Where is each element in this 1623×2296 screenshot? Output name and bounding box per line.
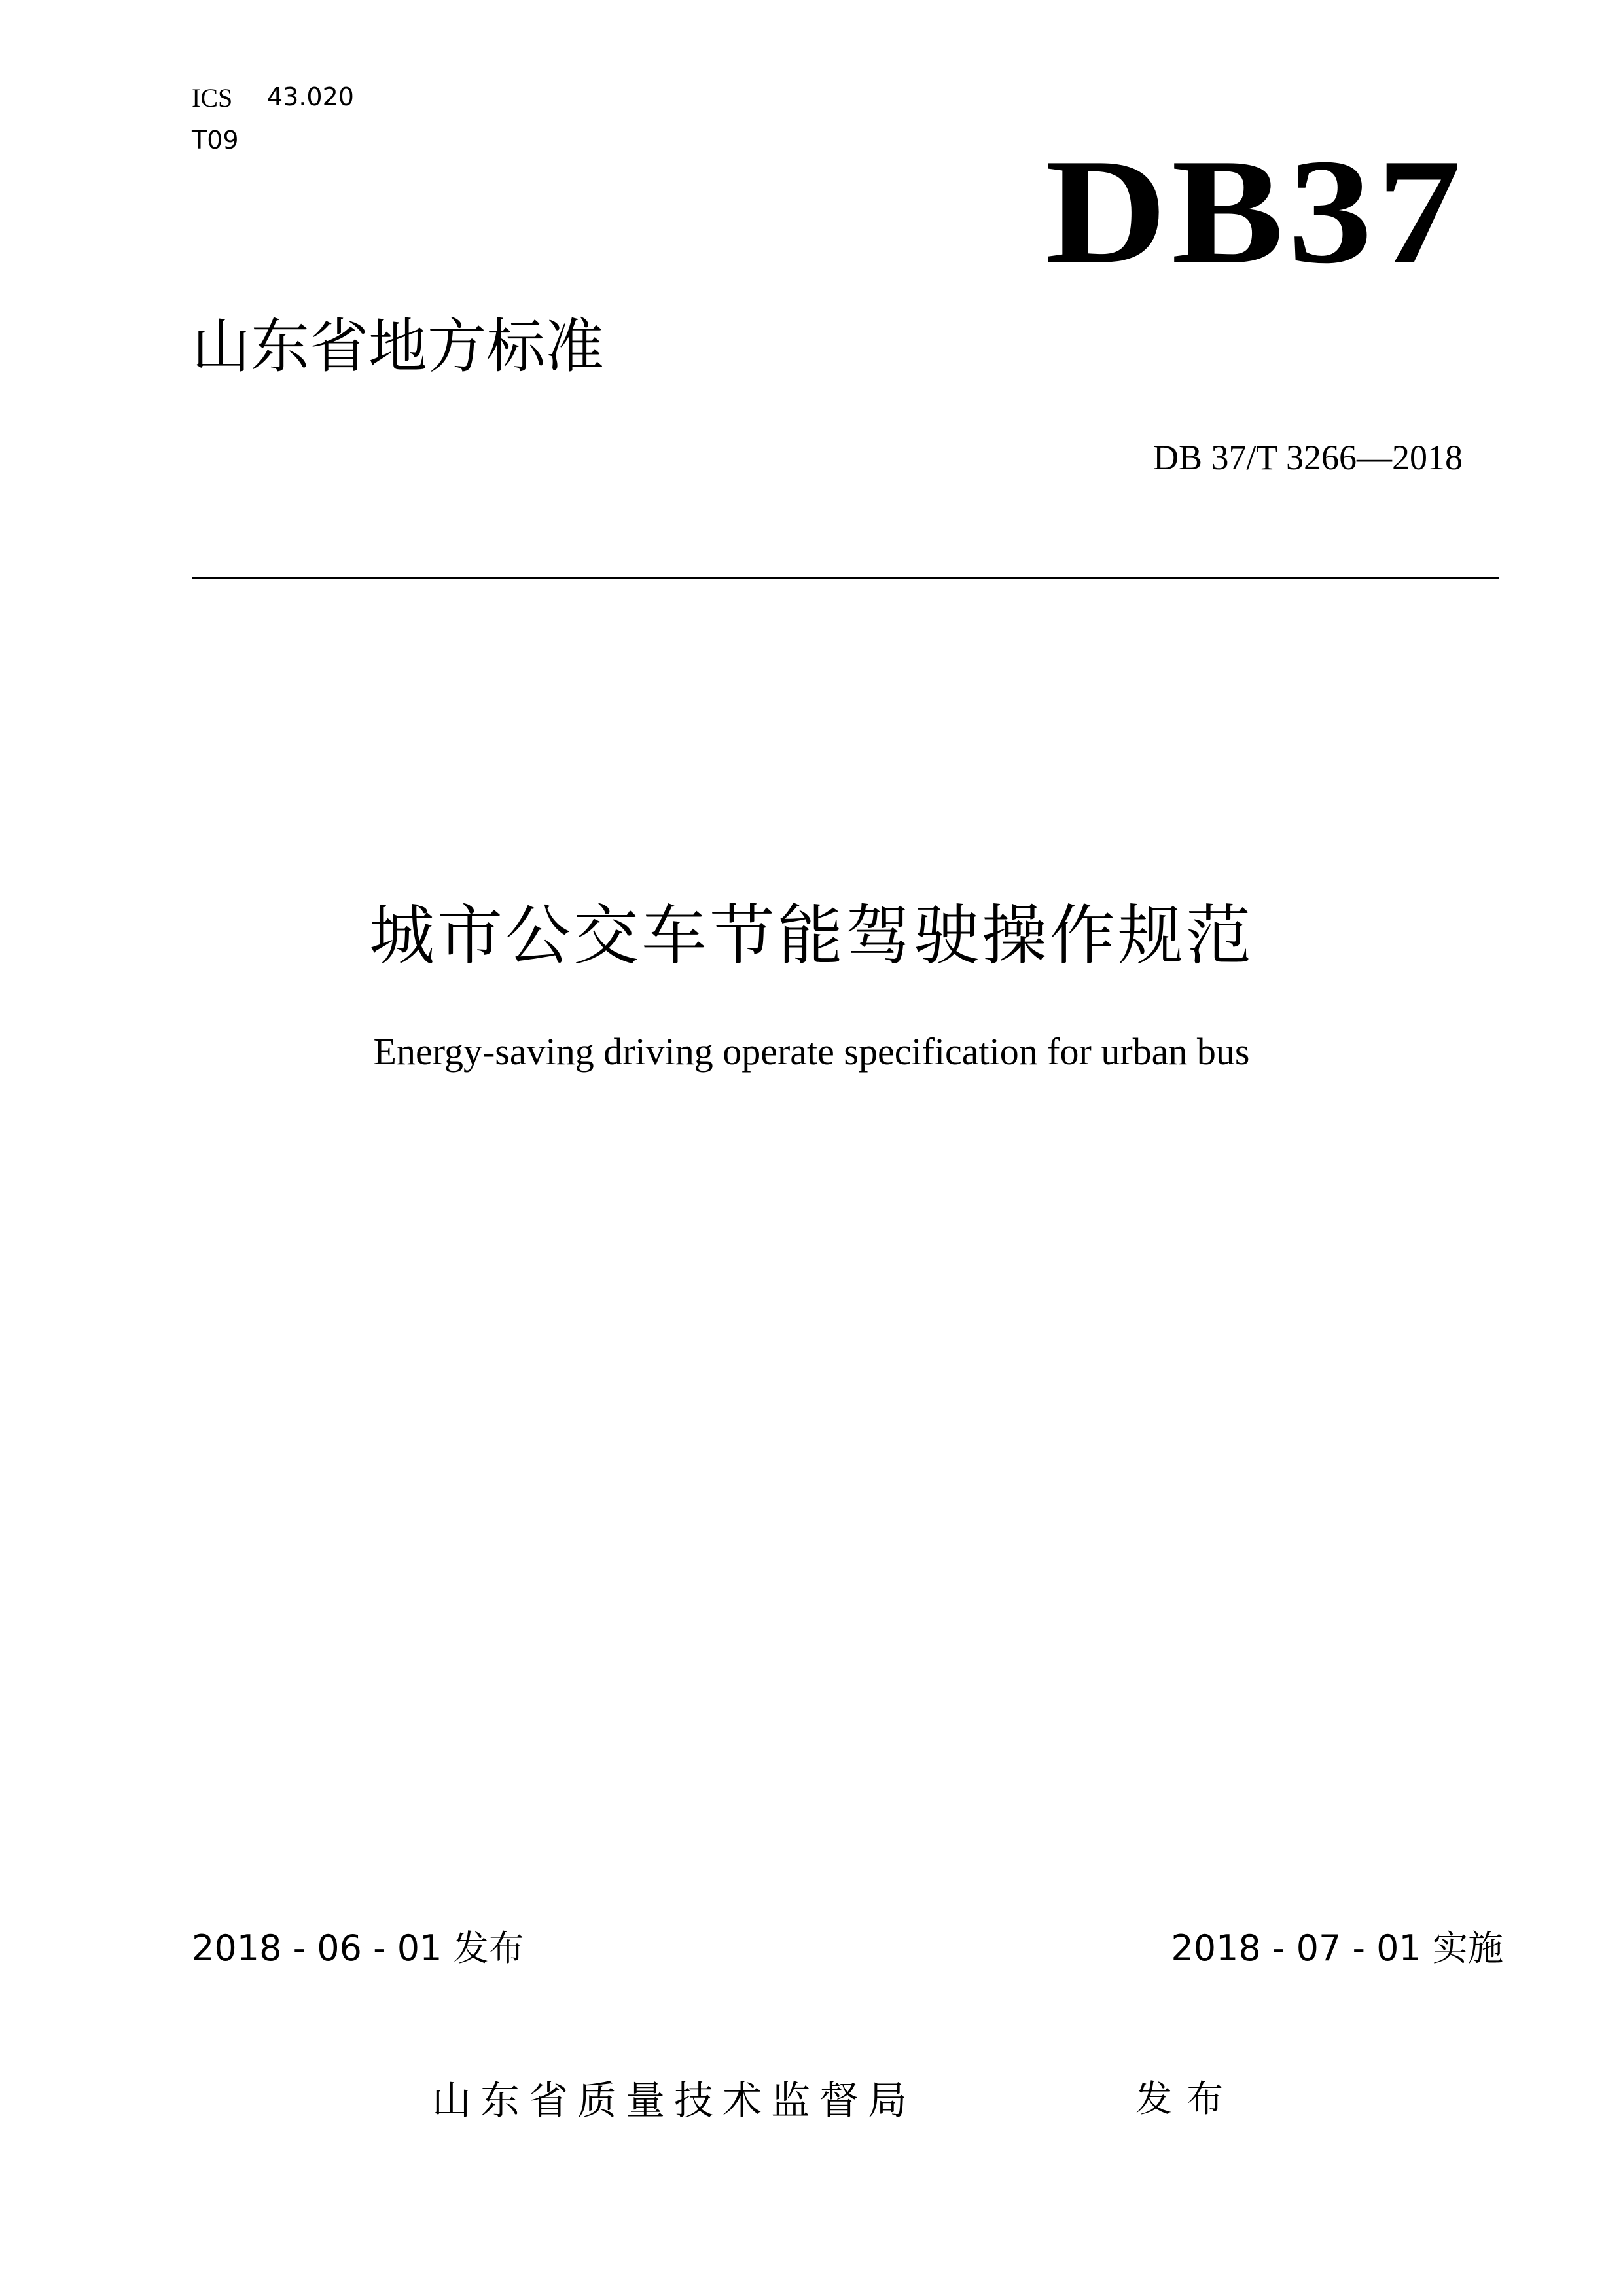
ics-code: 43.020 (267, 82, 354, 111)
classification-code: T09 (192, 126, 239, 154)
standard-number: DB 37/T 3266—2018 (1152, 438, 1463, 477)
issue-date: 2018 - 06 - 01 发布 (192, 1928, 524, 1969)
title-english: Energy-saving driving operate specification for urban bus (373, 1030, 1250, 1073)
db-logo: DB37 (1045, 128, 1466, 295)
issuer: 山东省质量技术监督局 (432, 2078, 916, 2124)
header-divider (192, 577, 1499, 579)
standard-category: 山东省地方标准 (192, 312, 604, 381)
issued-word: 发布 (1135, 2078, 1238, 2121)
effective-date: 2018 - 07 - 01 实施 (1171, 1928, 1503, 1969)
title-chinese: 城市公交车节能驾驶操作规范 (369, 897, 1254, 974)
ics-label: ICS (192, 83, 233, 113)
